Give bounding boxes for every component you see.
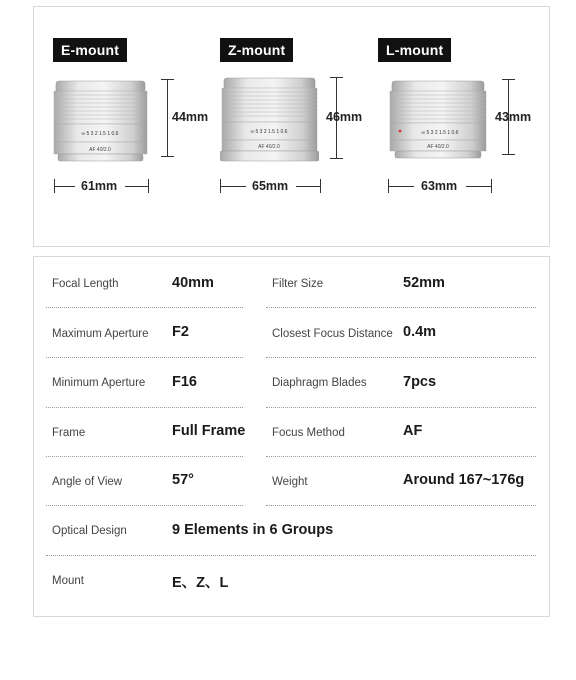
z-width-line-left <box>220 186 246 187</box>
l-height-value: 43mm <box>495 110 532 124</box>
svg-text:AF 40/2.0: AF 40/2.0 <box>89 147 111 153</box>
max-aperture-label: Maximum Aperture <box>52 328 149 340</box>
svg-text:AF 40/2.0: AF 40/2.0 <box>427 144 449 150</box>
row-divider <box>46 456 243 457</box>
l-mount-lens-image <box>388 80 488 160</box>
e-height-tick-bottom <box>161 156 174 157</box>
z-width-line-right <box>296 186 320 187</box>
frame-label: Frame <box>52 427 86 439</box>
row-divider <box>46 555 536 556</box>
focus-method-label: Focus Method <box>272 427 345 439</box>
z-height-tick-bottom <box>330 158 343 159</box>
diaphragm-blades-label: Diaphragm Blades <box>272 377 367 389</box>
svg-text:∞ 5 3 2 1.5 1 0.6: ∞ 5 3 2 1.5 1 0.6 <box>421 130 459 136</box>
diaphragm-blades-value: 7pcs <box>403 374 437 390</box>
l-height-tick-top <box>502 79 515 80</box>
row-divider <box>46 505 243 506</box>
focal-length-value: 40mm <box>172 275 214 291</box>
svg-text:AF 40/2.0: AF 40/2.0 <box>258 144 280 150</box>
row-divider <box>46 307 243 308</box>
e-width-value: 61mm <box>81 179 118 193</box>
svg-text:∞ 5 3 2 1.5 1 0.6: ∞ 5 3 2 1.5 1 0.6 <box>250 129 288 135</box>
e-height-tick-top <box>161 79 174 80</box>
weight-label: Weight <box>272 476 308 488</box>
l-height-tick-bottom <box>502 154 515 155</box>
row-divider <box>266 456 536 457</box>
focal-length-label: Focal Length <box>52 278 119 290</box>
e-height-value: 44mm <box>172 110 209 124</box>
svg-text:∞ 5 3 2 1.5 1 0.6: ∞ 5 3 2 1.5 1 0.6 <box>81 131 119 137</box>
e-width-tick-right <box>148 179 149 193</box>
angle-of-view-label: Angle of View <box>52 476 123 488</box>
mount-label: Mount <box>52 575 84 587</box>
frame-value: Full Frame <box>172 423 246 439</box>
row-divider <box>266 407 536 408</box>
row-divider <box>46 357 243 358</box>
row-divider <box>266 505 536 506</box>
filter-size-label: Filter Size <box>272 278 324 290</box>
row-divider <box>266 357 536 358</box>
l-width-line-right <box>466 186 491 187</box>
weight-value: Around 167~176g <box>403 472 525 488</box>
z-mount-lens-image <box>220 77 319 162</box>
min-aperture-label: Minimum Aperture <box>52 377 146 389</box>
e-height-line <box>167 79 168 157</box>
row-divider <box>46 407 243 408</box>
filter-size-value: 52mm <box>403 275 445 291</box>
closest-focus-value: 0.4m <box>403 324 437 340</box>
focus-method-value: AF <box>403 423 423 439</box>
min-aperture-value: F16 <box>172 374 197 390</box>
l-width-tick-right <box>491 179 492 193</box>
l-width-value: 63mm <box>421 179 458 193</box>
e-mount-lens-image <box>53 80 148 162</box>
closest-focus-label: Closest Focus Distance <box>272 328 393 340</box>
e-width-line-right <box>125 186 148 187</box>
z-height-value: 46mm <box>326 110 363 124</box>
angle-of-view-value: 57° <box>172 472 194 488</box>
z-width-value: 65mm <box>252 179 289 193</box>
l-width-line-left <box>388 186 414 187</box>
z-width-tick-right <box>320 179 321 193</box>
optical-design-value: 9 Elements in 6 Groups <box>172 522 334 538</box>
z-height-tick-top <box>330 77 343 78</box>
mount-value: E、Z、L <box>172 575 229 591</box>
dimensions-panel <box>33 6 550 247</box>
l-mount-label: L-mount <box>378 38 451 62</box>
e-width-line-left <box>54 186 75 187</box>
max-aperture-value: F2 <box>172 324 189 340</box>
specifications-panel <box>33 256 550 617</box>
e-mount-label: E-mount <box>53 38 127 62</box>
optical-design-label: Optical Design <box>52 525 127 537</box>
z-mount-label: Z-mount <box>220 38 293 62</box>
row-divider <box>266 307 536 308</box>
